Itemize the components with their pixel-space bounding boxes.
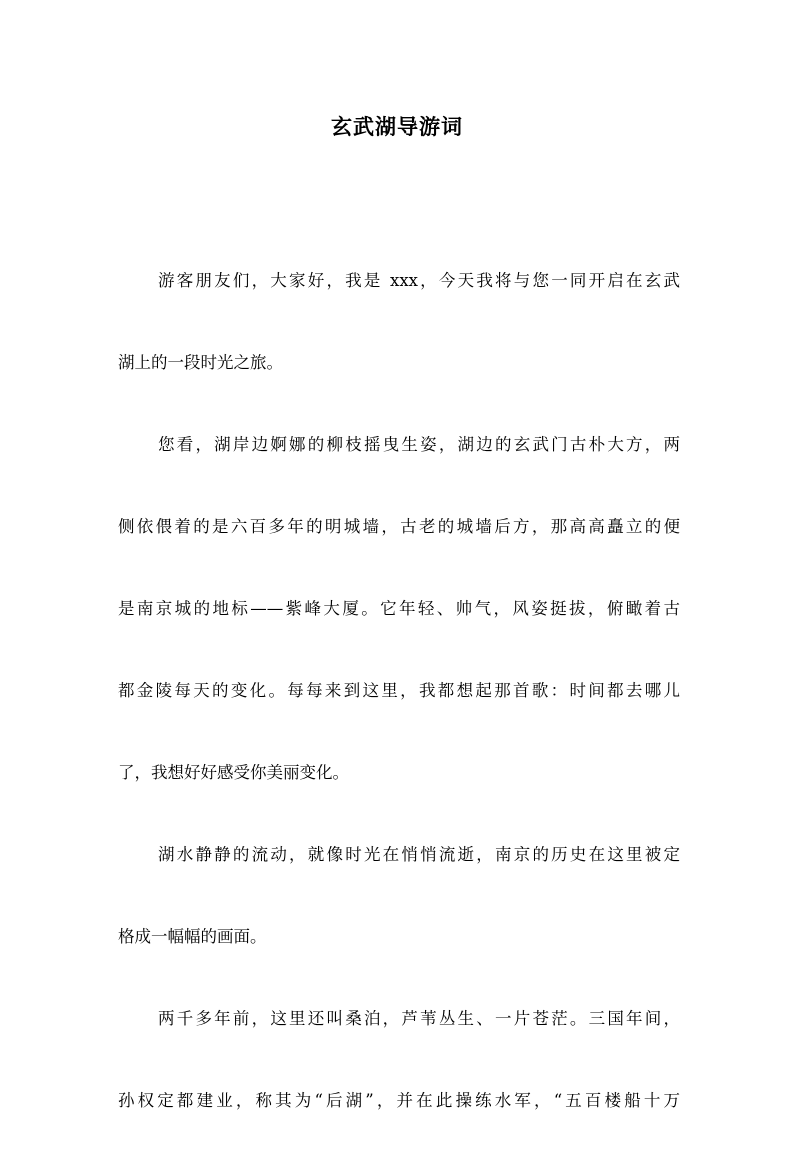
paragraph-3 [118, 842, 680, 950]
paragraph-line: 湖上的一段时光之旅。 [118, 353, 283, 372]
paragraph-4 [118, 1006, 680, 1114]
paragraph-line: 游客朋友们，大家好，我是 xxx，今天我将与您一同开启在玄武 [158, 271, 680, 290]
paragraph-line: 了，我想好好感受你美丽变化。 [118, 763, 349, 782]
document-title: 玄武湖导游词 [331, 115, 463, 139]
paragraph-line: 湖水静静的流动，就像时光在悄悄流逝，南京的历史在这里被定 [158, 845, 680, 864]
paragraph-line: 两千多年前，这里还叫桑泊，芦苇丛生、一片苍茫。三国年间， [158, 1009, 680, 1028]
paragraph-1 [118, 268, 680, 376]
paragraph-2 [118, 432, 680, 786]
paragraph-line: 侧依偎着的是六百多年的明城墙，古老的城墙后方，那高高矗立的便 [118, 517, 680, 536]
document-body [118, 268, 680, 1170]
paragraph-line: 是南京城的地标——紫峰大厦。它年轻、帅气，风姿挺拔，俯瞰着古 [118, 599, 680, 618]
paragraph-line: 孙权定都建业，称其为“后湖”，并在此操练水军，“五百楼船十万 [118, 1091, 680, 1110]
paragraph-line: 都金陵每天的变化。每每来到这里，我都想起那首歌：时间都去哪儿 [118, 681, 680, 700]
paragraph-line: 格成一幅幅的画面。 [118, 927, 267, 946]
paragraph-line: 您看，湖岸边婀娜的柳枝摇曳生姿，湖边的玄武门古朴大方，两 [158, 435, 680, 454]
